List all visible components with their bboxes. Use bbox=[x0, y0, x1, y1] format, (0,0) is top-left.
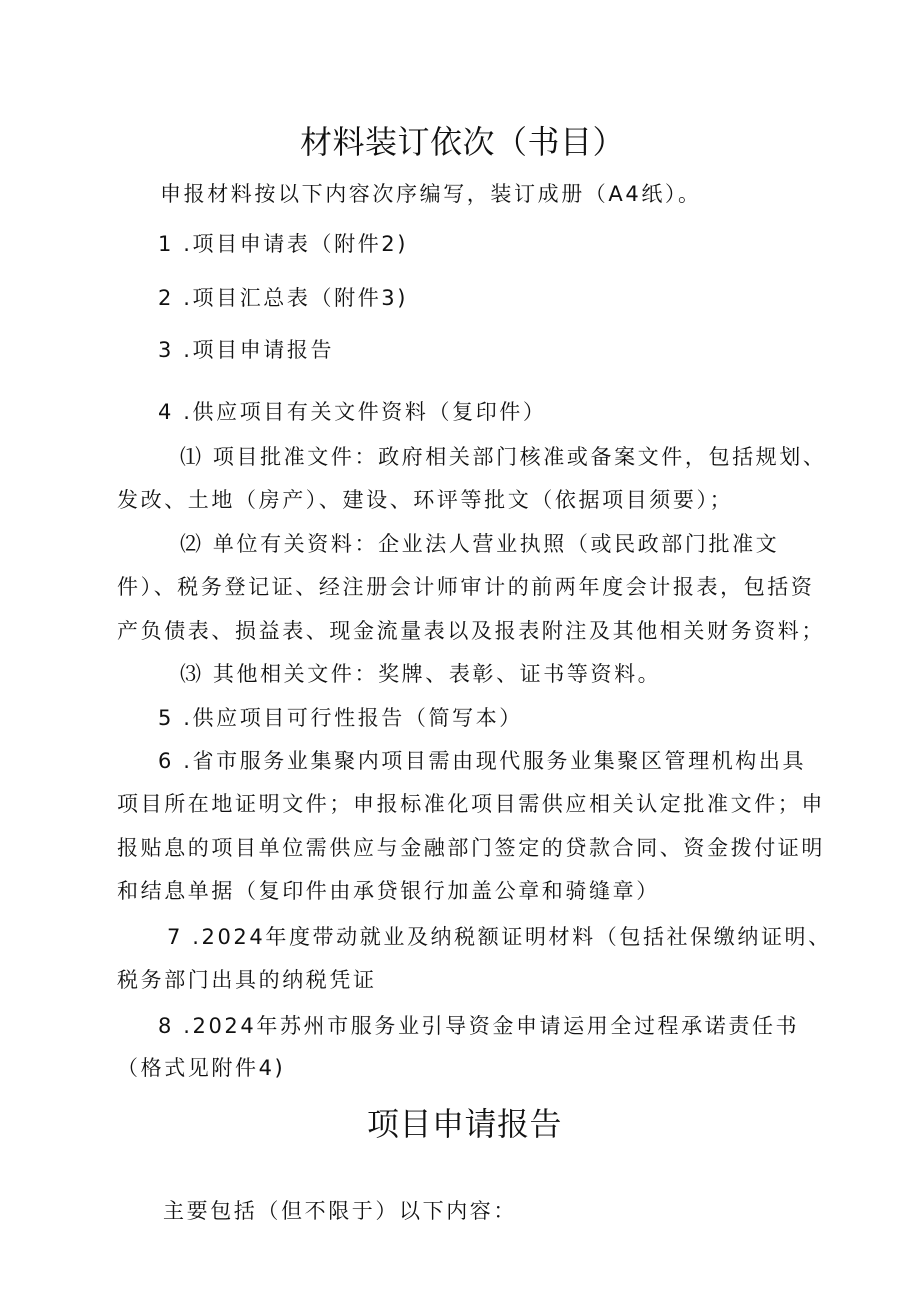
section-title: 项目申请报告 bbox=[367, 1105, 563, 1143]
list-item-5: 5 .供应项目可行性报告（简写本） bbox=[158, 706, 523, 730]
list-item-6-line-2: 项目所在地证明文件；申报标准化项目需供应相关认定批准文件；申 bbox=[117, 792, 825, 816]
list-item-8-line-2: （格式见附件4) bbox=[117, 1056, 286, 1080]
sub-item-1-line-1: ⑴ 项目批准文件：政府相关部门核准或备案文件，包括规划、 bbox=[180, 445, 827, 469]
list-item-6-line-1: 6 .省市服务业集聚内项目需由现代服务业集聚区管理机构出具 bbox=[158, 749, 807, 773]
sub-item-1-line-2: 发改、土地（房产）、建设、环评等批文（依据项目须要）； bbox=[117, 488, 734, 512]
list-item-6-line-4: 和结息单据（复印件由承贷银行加盖公章和骑缝章） bbox=[117, 879, 660, 903]
list-item-2: 2 .项目汇总表（附件3) bbox=[158, 286, 409, 310]
list-item-8-line-1: 8 .2024年苏州市服务业引导资金申请运用全过程承诺责任书 bbox=[158, 1014, 800, 1038]
section-intro: 主要包括（但不限于）以下内容： bbox=[163, 1199, 517, 1223]
intro-paragraph: 申报材料按以下内容次序编写，装订成册（A4纸）。 bbox=[160, 182, 702, 206]
list-item-1: 1 .项目申请表（附件2) bbox=[158, 232, 409, 256]
list-item-4: 4 .供应项目有关文件资料（复印件） bbox=[158, 400, 547, 424]
list-item-7-line-2: 税务部门出具的纳税凭证 bbox=[117, 968, 377, 992]
page-title: 材料装订依次（书目） bbox=[300, 123, 626, 161]
list-item-3: 3 .项目申请报告 bbox=[158, 338, 335, 362]
sub-item-2-line-3: 产负债表、损益表、现金流量表以及报表附注及其他相关财务资料； bbox=[117, 619, 825, 643]
sub-item-3: ⑶ 其他相关文件：奖牌、表彰、证书等资料。 bbox=[180, 662, 662, 686]
sub-item-2-line-2: 件）、税务登记证、经注册会计师审计的前两年度会计报表，包括资 bbox=[117, 575, 815, 599]
list-item-7-line-1: 7 .2024年度带动就业及纳税额证明材料（包括社保缴纳证明、 bbox=[167, 925, 832, 949]
sub-item-2-line-1: ⑵ 单位有关资料：企业法人营业执照（或民政部门批准文 bbox=[180, 532, 780, 556]
list-item-6-line-3: 报贴息的项目单位需供应与金融部门签定的贷款合同、资金拨付证明 bbox=[117, 836, 825, 860]
